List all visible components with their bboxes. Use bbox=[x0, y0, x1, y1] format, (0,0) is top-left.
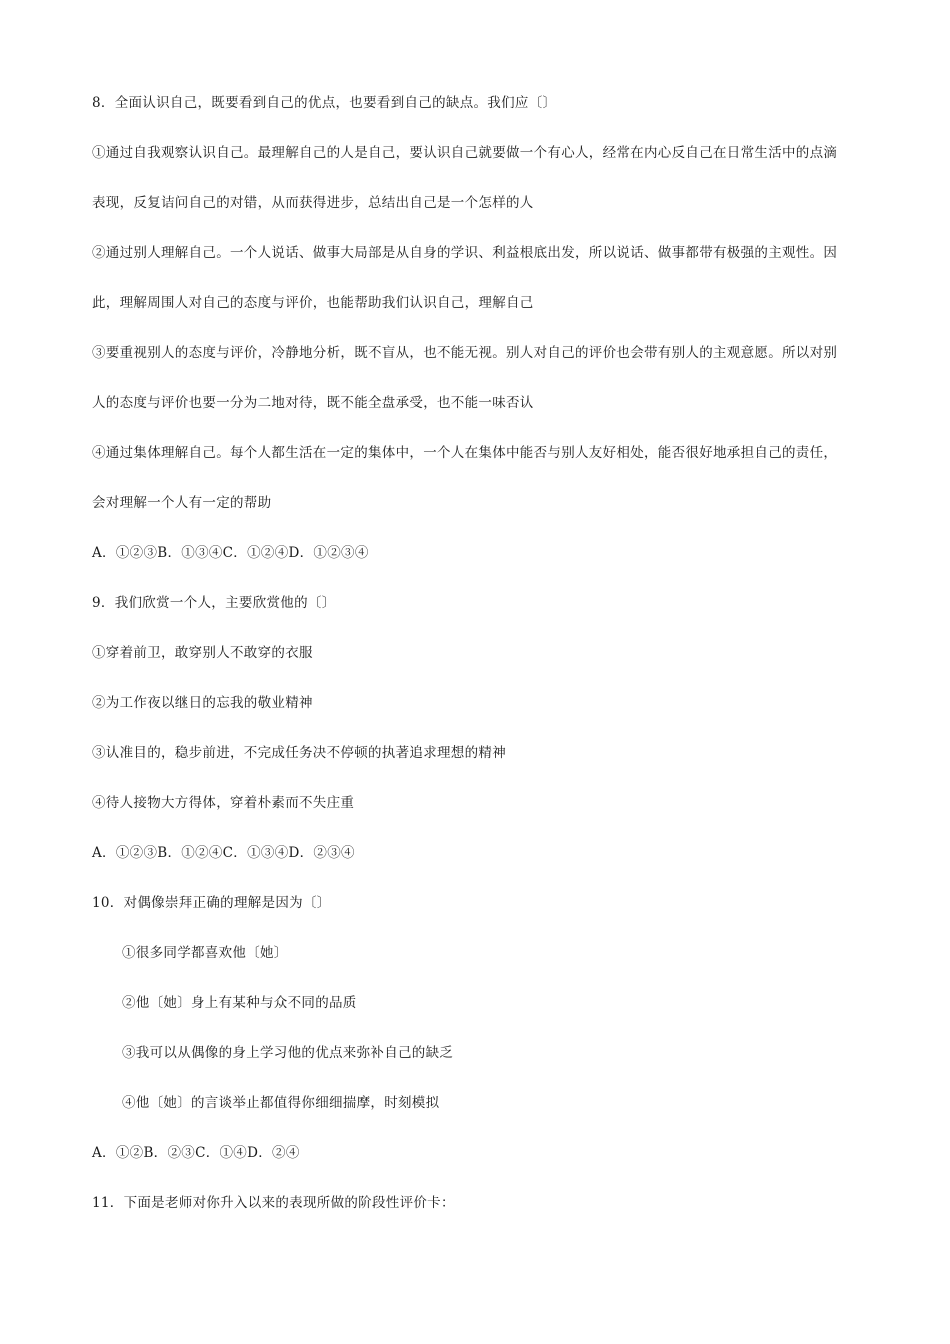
question-8-option-4-line-2: 会对理解一个人有一定的帮助 bbox=[92, 495, 272, 511]
question-8-option-2-line-2: 此，理解周围人对自己的态度与评价，也能帮助我们认识自己，理解自己 bbox=[92, 295, 534, 311]
question-9-answer-choices: A．①②③B．①②④C．①③④D．②③④ bbox=[92, 845, 355, 861]
question-8-option-1-line-2: 表现，反复诘问自己的对错，从而获得进步，总结出自己是一个怎样的人 bbox=[92, 195, 534, 211]
question-8-option-2-line-1: ②通过别人理解自己。一个人说话、做事大局部是从自身的学识、利益根底出发，所以说话、做事都带有极强的主观性。因 bbox=[92, 245, 838, 261]
question-10-answer-choices: A．①②B．②③C．①④D．②④ bbox=[92, 1145, 300, 1161]
question-11-stem: 11．下面是老师对你升入以来的表现所做的阶段性评价卡： bbox=[92, 1195, 455, 1211]
question-8-option-1-line-1: ①通过自我观察认识自己。最理解自己的人是自己，要认识自己就要做一个有心人，经常在内心反自己在日常生活中的点滴 bbox=[92, 145, 838, 161]
question-9-option-1: ①穿着前卫，敢穿别人不敢穿的衣服 bbox=[92, 645, 313, 661]
question-10-option-2: ②他〔她〕身上有某种与众不同的品质 bbox=[122, 995, 357, 1011]
question-8-option-3-line-2: 人的态度与评价也要一分为二地对待，既不能全盘承受，也不能一味否认 bbox=[92, 395, 534, 411]
question-10-option-1: ①很多同学都喜欢他〔她〕 bbox=[122, 945, 288, 961]
question-8-answer-choices: A．①②③B．①③④C．①②④D．①②③④ bbox=[92, 545, 369, 561]
question-8-option-3-line-1: ③要重视别人的态度与评价，冷静地分析，既不盲从，也不能无视。别人对自己的评价也会带有别人的主观意愿。所以对别 bbox=[92, 345, 838, 361]
question-9-option-4: ④待人接物大方得体，穿着朴素而不失庄重 bbox=[92, 795, 355, 811]
question-10-stem: 10．对偶像崇拜正确的理解是因为〔〕 bbox=[92, 895, 331, 911]
question-10-option-3: ③我可以从偶像的身上学习他的优点来弥补自己的缺乏 bbox=[122, 1045, 454, 1061]
question-9-option-3: ③认准目的，稳步前进，不完成任务决不停顿的执著追求理想的精神 bbox=[92, 745, 506, 761]
question-9-stem: 9．我们欣赏一个人，主要欣赏他的〔〕 bbox=[92, 595, 336, 611]
question-9-option-2: ②为工作夜以继日的忘我的敬业精神 bbox=[92, 695, 313, 711]
question-8-stem: 8．全面认识自己，既要看到自己的优点，也要看到自己的缺点。我们应〔〕 bbox=[92, 95, 557, 111]
question-8-option-4-line-1: ④通过集体理解自己。每个人都生活在一定的集体中，一个人在集体中能否与别人友好相处，能否很好地承担自己的责任， bbox=[92, 445, 838, 461]
question-10-option-4: ④他〔她〕的言谈举止都值得你细细揣摩，时刻模拟 bbox=[122, 1095, 440, 1111]
